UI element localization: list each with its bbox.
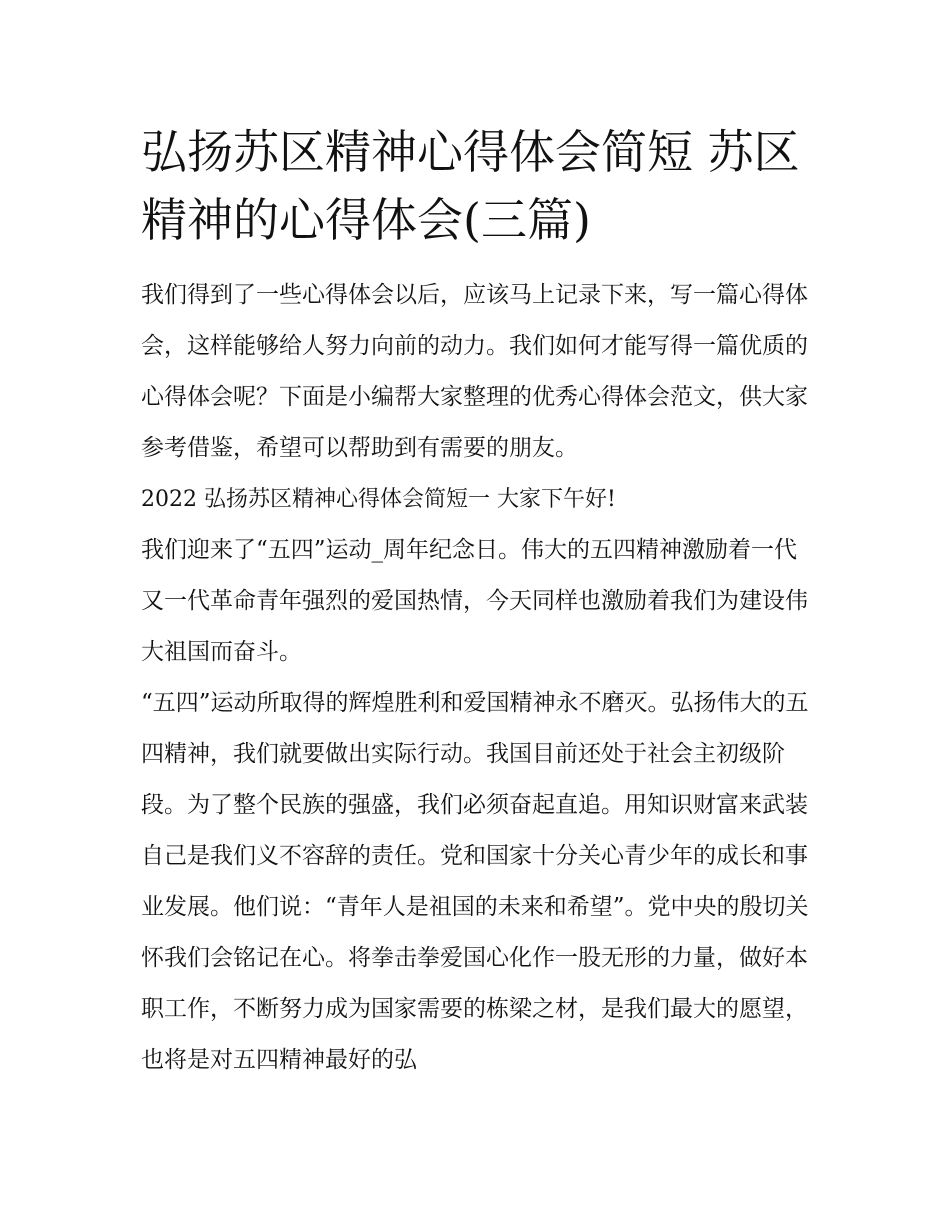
section-heading: 2022 弘扬苏区精神心得体会简短一 大家下午好! [141, 487, 616, 512]
document-body [141, 118, 816, 1086]
document-title: 弘扬苏区精神心得体会简短 苏区精神的心得体会(三篇) [141, 125, 800, 247]
body-paragraph: 我们迎来了“五四”运动_周年纪念日。伟大的五四精神激励着一代又一代革命青年强烈的爱国热情，今天同样也激励着我们为建设伟大祖国而奋斗。 [141, 537, 808, 665]
intro-paragraph: 我们得到了一些心得体会以后，应该马上记录下来，写一篇心得体会，这样能够给人努力向前的动力。我们如何才能写得一篇优质的心得体会呢？下面是小编帮大家整理的优秀心得体会范文，供大家参考借鉴，希望可以帮助到有需要的朋友。 [141, 282, 808, 461]
body-paragraph: “五四”运动所取得的辉煌胜利和爱国精神永不磨灭。弘扬伟大的五四精神，我们就要做出实际行动。我国目前还处于社会主初级阶段。为了整个民族的强盛，我们必须奋起直追。用知识财富来武装自己是我们义不容辞的责任。党和国家十分关心青少年的成长和事业发展。他们说：“青年人是祖国的未来和希望”。党中央的殷切关怀我们会铭记在心。将拳击拳爱国心化作一股无形的力量，做好本职工作，不断努力成为国家需要的栋梁之材，是我们最大的愿望，也将是对五四精神最好的弘 [141, 690, 809, 1073]
